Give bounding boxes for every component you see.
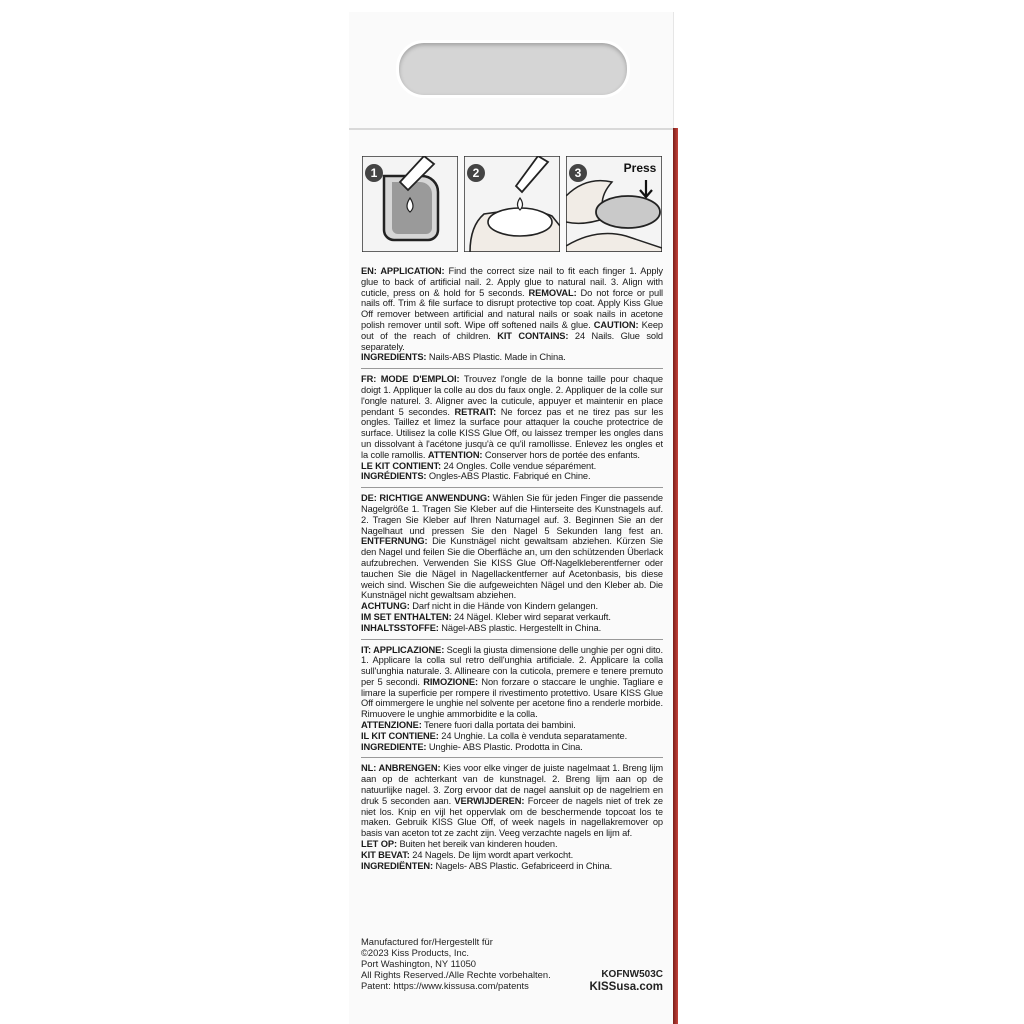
it-application-text: Scegli la giusta dimensione delle unghie per ogni dito. 1. Applicare la colla sul retro dell'unghia artificiale. 2. Applicare la colla sull'unghia naturale. 3. Allineare con la cuticola, premere e tenere premuto per 5 secondi. [361,644,663,687]
package-side-edge [673,128,678,1024]
de-removal-heading: ENTFERNUNG: [361,536,428,547]
divider [361,757,663,758]
section-de [361,493,663,633]
fr-kit-heading: LE KIT CONTIENT: [361,460,442,471]
apply-glue-artificial-nail-icon [362,156,458,252]
section-fr [361,374,663,482]
product-code: KOFNW503C [601,969,663,980]
fr-application-text: Trouvez l'ongle de la bonne taille pour chaque doigt 1. Appliquer la colle au dos du faux ongle. 2. Appliquer de la colle sur l'ongle naturel. 3. Aligner avec la cuticule, appuyer et maintenir en place pendant 5 secondes. [361,374,663,417]
de-application-heading: DE: RICHTIGE ANWENDUNG: [361,493,490,504]
de-ingredients-heading: INHALTSSTOFFE: [361,622,439,633]
de-ingredients-text: Nägel-ABS plastic. Hergestellt in China. [438,622,602,633]
en-application-heading: EN: APPLICATION: [361,266,445,276]
it-ingredients-text: Unghie- ABS Plastic. Prodotta in Cina. [426,741,583,752]
divider [361,639,663,640]
step-3-number: 3 [574,166,582,180]
nl-removal-heading: VERWIJDEREN: [454,795,525,806]
de-kit-heading: IM SET ENTHALTEN: [361,611,452,622]
fr-ingredients-text: Ongles-ABS Plastic. Fabriqué en Chine. [426,471,591,482]
package-fold-line [349,128,678,130]
en-caution-text: Keep out of the reach of children. [361,319,663,341]
en-removal-heading: REMOVAL: [528,287,577,298]
nl-kit-text: 24 Nagels. De lijm wordt apart verkocht. [409,849,574,860]
en-ingredients-heading: INGREDIENTS: [361,352,427,363]
it-caution-text: Tenere fuori dalla portata dei bambini. [421,720,576,731]
fr-removal-text: Ne forcez pas et ne tirez pas sur les ongles. Taillez et limez la surface pour attaquer la couche protectrice de surface. Utilisez la colle KISS Glue Off, ou laissez tremper les ongles dans un dissolvant à l'acétone jusqu'à ce qu'il ramollisse. Enlevez les ongles et la colle ramollis. [361,406,663,460]
nl-caution-heading: LET OP: [361,839,397,850]
hang-tab-hole [396,40,630,98]
en-kit-text: 24 Nails. Glue sold separately. [361,330,664,352]
step-2-number: 2 [472,166,480,180]
step-1-number: 1 [370,166,378,180]
copyright-line: ©2023 Kiss Products, Inc. [361,947,470,958]
step-3-illustration [566,156,662,252]
en-ingredients-text: Nails-ABS Plastic. Made in China. [426,352,566,363]
fr-kit-text: 24 Ongles. Colle vendue séparément. [441,460,597,471]
de-kit-text: 24 Nägel. Kleber wird separat verkauft. [451,611,611,622]
manufacturer-footer [361,936,663,991]
it-kit-heading: IL KIT CONTIENE: [361,730,439,741]
en-kit-heading: KIT CONTAINS: [497,330,569,341]
fr-application-heading: FR: MODE D'EMPLOI: [361,374,460,385]
press-label: Press [623,161,657,175]
it-ingredients-heading: INGREDIENTE: [361,741,427,752]
step-1-illustration [362,156,458,252]
address-line: Port Washington, NY 11050 [361,958,476,969]
en-application-text: Find the correct size nail to fit each finger 1. Apply glue to back of artificial nail. 2. Apply glue to natural nail. 3. Align with cuticle, press on & hold for 5 seconds. [361,266,663,298]
fr-ingredients-heading: INGRÉDIENTS: [361,471,427,482]
manufactured-for-line: Manufactured for/Hergestellt für [361,936,493,947]
application-steps [362,156,662,252]
nl-kit-heading: KIT BEVAT: [361,849,410,860]
website-label: KISSusa.com [589,981,663,993]
nl-ingredients-text: Nagels- ABS Plastic. Gefabriceerd in China. [433,860,613,871]
it-kit-text: 24 Unghie. La colla è venduta separatamente. [438,730,628,741]
rights-line: All Rights Reserved./Alle Rechte vorbehalten. [361,969,551,980]
fr-removal-heading: RETRAIT: [454,406,497,417]
patent-line: Patent: https://www.kissusa.com/patents [361,980,529,991]
de-removal-text: Die Kunstnägel nicht gewaltsam abziehen. Kürzen Sie den Nagel und feilen Sie die Oberfläche an, um den schützenden Überlack aufzubrechen. Verwenden Sie KISS Glue Off-Nagelkleberentferner oder tauchen Sie die Nägel in Nagellackentferner auf Acetonbasis, bis diese weich sind. Wischen Sie die aufgeweichten Nägel und den Kleber ab. Die Kunstnägel nicht gewaltsam abziehen. [361,536,663,601]
it-removal-heading: RIMOZIONE: [423,676,478,687]
nl-application-heading: NL: ANBRENGEN: [361,763,441,774]
nl-caution-text: Buiten het bereik van kinderen houden. [396,839,558,850]
en-caution-heading: CAUTION: [593,319,639,330]
it-removal-text: Non forzare o staccare le unghie. Tagliare e limare la superficie per rompere il rivestimento protettivo. Usare KISS Glue Off oimmergere le unghie nel solvente per acetone fino a renderle morbide. Rimuovere le unghie ammorbidite e la colla. [361,676,663,720]
nl-ingredients-heading: INGREDIËNTEN: [361,860,434,871]
section-it [361,645,663,753]
en-removal-text: Do not force or pull nails off. Trim & file surface to disrupt protective top coat. Apply Kiss Glue Off remover between artificial and natural nails or soak nails in acetone polish remover until soft. Wipe off softened nails & glue. [361,287,664,330]
de-caution-text: Darf nicht in die Hände von Kindern gelangen. [409,601,598,612]
divider [361,487,663,488]
nl-application-text: Kies voor elke vinger de juiste nagelmaat 1. Breng lijm aan op de achterkant van de kunstnagel. 2. Breng lijm aan op de natuurlijke nagel. 3. Zorg ervoor dat de nagel aansluit op de nagelriem en druk 5 seconden aan. [361,763,663,806]
it-caution-heading: ATTENZIONE: [361,720,422,731]
it-application-heading: IT: APPLICAZIONE: [361,644,445,655]
de-application-text: Wählen Sie für jeden Finger die passende Nagelgröße 1. Tragen Sie Kleber auf die Hinterseite des Kunstnagels auf. 2. Tragen Sie Kleber auf Ihren Naturnagel auf. 3. Beginnen Sie an der Nagelhaut und pressen Sie den Nagel 5 Sekunden lang fest an. [361,493,663,536]
divider [361,368,663,369]
press-nail-icon [566,156,662,252]
step-2-illustration [464,156,560,252]
de-caution-heading: ACHTUNG: [361,601,410,612]
instructions-text [361,266,663,871]
section-en [361,266,663,363]
fr-caution-text: Conserver hors de portée des enfants. [482,449,640,460]
nl-removal-text: Forceer de nagels niet of trek ze niet los. Knip en vijl het oppervlak om de beschermende topcoat los te maken. Gebruik KISS Glue Off, of week nagels in nagellakremover op basis van aceton tot ze zacht zijn. Veeg verzachte nagels en lijm af. [361,795,663,839]
fr-caution-heading: ATTENTION: [427,449,483,460]
apply-glue-natural-nail-icon [464,156,560,252]
section-nl [361,763,663,871]
